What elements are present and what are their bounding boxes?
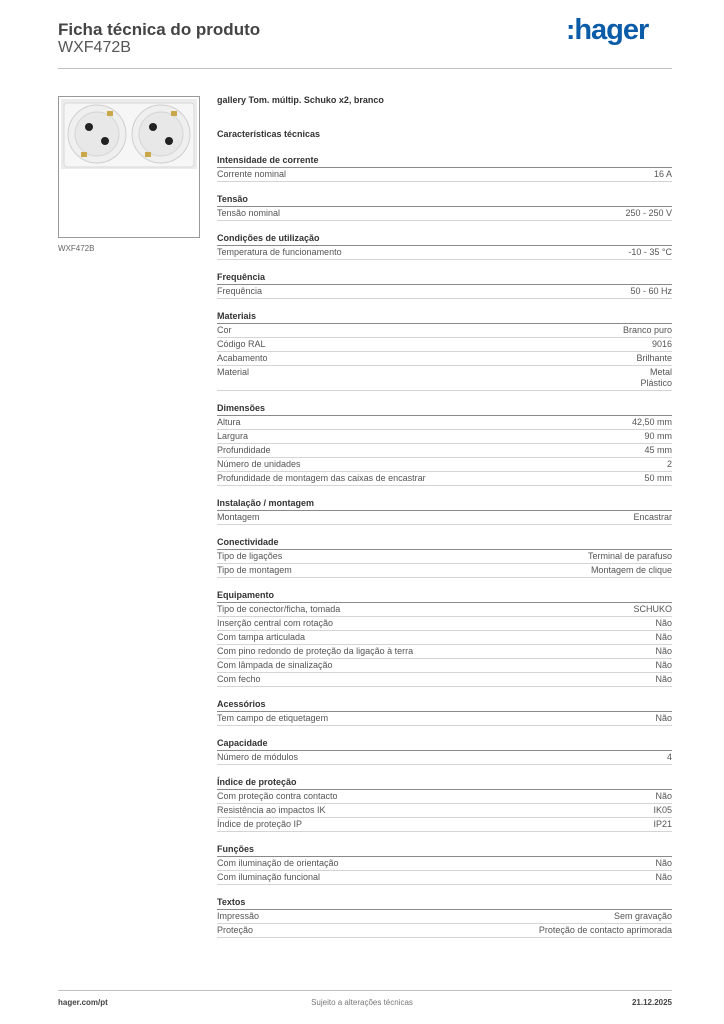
spec-value: Não [655, 872, 672, 882]
spec-value: Encastrar [633, 512, 672, 522]
spec-row [217, 324, 672, 338]
spec-section [217, 699, 672, 726]
spec-label: Com lâmpada de sinalização [217, 660, 333, 670]
section-heading: Textos [217, 897, 672, 910]
logo-dots: : [566, 14, 575, 45]
spec-value: Terminal de parafuso [587, 551, 672, 561]
spec-label: Proteção [217, 925, 254, 935]
spec-label: Código RAL [217, 339, 266, 349]
spec-label: Com proteção contra contacto [217, 791, 338, 801]
spec-row [217, 564, 672, 578]
spec-label: Cor [217, 325, 232, 335]
spec-row [217, 751, 672, 765]
section-heading: Instalação / montagem [217, 498, 672, 511]
spec-value: IP21 [653, 819, 672, 829]
hager-logo [566, 14, 648, 47]
spec-label: Com pino redondo de proteção da ligação à terra [217, 646, 414, 656]
spec-row [217, 352, 672, 366]
spec-row [217, 857, 672, 871]
spec-value: 9016 [651, 339, 672, 349]
spec-label: Impressão [217, 911, 260, 921]
spec-value: Não [655, 713, 672, 723]
spec-section [217, 590, 672, 687]
spec-row [217, 366, 672, 391]
section-heading: Funções [217, 844, 672, 857]
section-heading: Equipamento [217, 590, 672, 603]
spec-section [217, 194, 672, 221]
spec-label: Inserção central com rotação [217, 618, 334, 628]
section-heading: Intensidade de corrente [217, 155, 672, 168]
product-name: gallery Tom. múltip. Schuko x2, branco [217, 95, 384, 105]
spec-label: Com iluminação de orientação [217, 858, 339, 868]
spec-value: 250 - 250 V [625, 208, 672, 218]
spec-label: Acabamento [217, 353, 268, 363]
spec-label: Com iluminação funcional [217, 872, 321, 882]
spec-label: Tipo de conector/ficha, tomada [217, 604, 341, 614]
product-code-subtitle: WXF472B [58, 39, 131, 56]
spec-label: Com tampa articulada [217, 632, 306, 642]
spec-label: Tipo de ligações [217, 551, 283, 561]
spec-label: Resistência ao impactos IK [217, 805, 326, 815]
spec-label: Tipo de montagem [217, 565, 292, 575]
spec-row [217, 285, 672, 299]
spec-value: IK05 [653, 805, 672, 815]
tech-characteristics-title: Características técnicas [217, 129, 321, 139]
spec-row [217, 458, 672, 472]
spec-row [217, 790, 672, 804]
footer-divider [58, 990, 672, 991]
spec-label: Tensão nominal [217, 208, 281, 218]
spec-value: -10 - 35 °C [628, 247, 672, 257]
section-heading: Índice de proteção [217, 777, 672, 790]
spec-row [217, 338, 672, 352]
section-heading: Materiais [217, 311, 672, 324]
spec-section [217, 403, 672, 486]
spec-section [217, 777, 672, 832]
section-heading: Frequência [217, 272, 672, 285]
spec-value: 90 mm [644, 431, 672, 441]
spec-row [217, 712, 672, 726]
spec-row [217, 818, 672, 832]
spec-label: Altura [217, 417, 241, 427]
section-heading: Acessórios [217, 699, 672, 712]
section-heading: Dimensões [217, 403, 672, 416]
spec-row [217, 804, 672, 818]
spec-label: Corrente nominal [217, 169, 287, 179]
spec-row [217, 617, 672, 631]
spec-value: Montagem de clique [590, 565, 672, 575]
spec-section [217, 233, 672, 260]
page-title: Ficha técnica do produto [58, 20, 261, 39]
image-caption: WXF472B [58, 244, 95, 253]
spec-label: Largura [217, 431, 249, 441]
header-divider [58, 68, 672, 69]
spec-value: 2 [666, 459, 672, 469]
section-heading: Capacidade [217, 738, 672, 751]
spec-label: Temperatura de funcionamento [217, 247, 342, 257]
spec-value: Não [655, 618, 672, 628]
logo-text: hager [574, 14, 649, 46]
spec-row [217, 659, 672, 673]
spec-section [217, 272, 672, 299]
spec-section [217, 155, 672, 182]
spec-row [217, 430, 672, 444]
spec-label: Montagem [217, 512, 260, 522]
spec-row [217, 603, 672, 617]
spec-label: Com fecho [217, 674, 261, 684]
footer-disclaimer: Sujeito a alterações técnicas [311, 998, 413, 1007]
spec-value: Sem gravação [613, 911, 672, 921]
section-heading: Conectividade [217, 537, 672, 550]
spec-section [217, 537, 672, 578]
spec-label: Índice de proteção IP [217, 819, 303, 829]
spec-content [217, 95, 672, 938]
spec-label: Frequência [217, 286, 263, 296]
spec-value: 16 A [653, 169, 672, 179]
spec-value: Não [655, 858, 672, 868]
spec-value: Não [655, 646, 672, 656]
spec-section [217, 897, 672, 938]
spec-value: 45 mm [644, 445, 672, 455]
spec-value: SCHUKO [633, 604, 672, 614]
spec-section [217, 311, 672, 391]
spec-row [217, 511, 672, 525]
spec-row [217, 168, 672, 182]
spec-row [217, 472, 672, 486]
spec-section [217, 844, 672, 885]
footer-website[interactable]: hager.com/pt [58, 998, 108, 1007]
spec-row [217, 910, 672, 924]
spec-value: Não [655, 674, 672, 684]
spec-label: Número de módulos [217, 752, 299, 762]
spec-row [217, 246, 672, 260]
section-heading: Tensão [217, 194, 672, 207]
footer-date: 21.12.2025 [631, 998, 672, 1007]
spec-value: 50 - 60 Hz [630, 286, 672, 296]
spec-value: Não [655, 632, 672, 642]
spec-label: Profundidade de montagem das caixas de encastrar [217, 473, 426, 483]
spec-value: Não [655, 660, 672, 670]
spec-label: Material [217, 367, 250, 377]
spec-sections [217, 155, 672, 938]
spec-row [217, 924, 672, 938]
spec-label: Tem campo de etiquetagem [217, 713, 329, 723]
spec-value: Proteção de contacto aprimorada [538, 925, 672, 935]
spec-row [217, 207, 672, 221]
spec-value: Metal Plástico [640, 367, 672, 388]
spec-value: 50 mm [644, 473, 672, 483]
spec-section [217, 498, 672, 525]
spec-value: 4 [666, 752, 672, 762]
product-image [58, 96, 200, 238]
section-heading: Condições de utilização [217, 233, 672, 246]
spec-value: Não [655, 791, 672, 801]
spec-row [217, 673, 672, 687]
spec-row [217, 444, 672, 458]
spec-value: Branco puro [622, 325, 672, 335]
spec-label: Profundidade [217, 445, 271, 455]
spec-value: Brilhante [636, 353, 672, 363]
spec-row [217, 416, 672, 430]
spec-row [217, 631, 672, 645]
double-socket-image [59, 97, 199, 237]
spec-value: 42,50 mm [631, 417, 672, 427]
spec-row [217, 871, 672, 885]
spec-row [217, 645, 672, 659]
spec-section [217, 738, 672, 765]
spec-row [217, 550, 672, 564]
spec-label: Número de unidades [217, 459, 301, 469]
